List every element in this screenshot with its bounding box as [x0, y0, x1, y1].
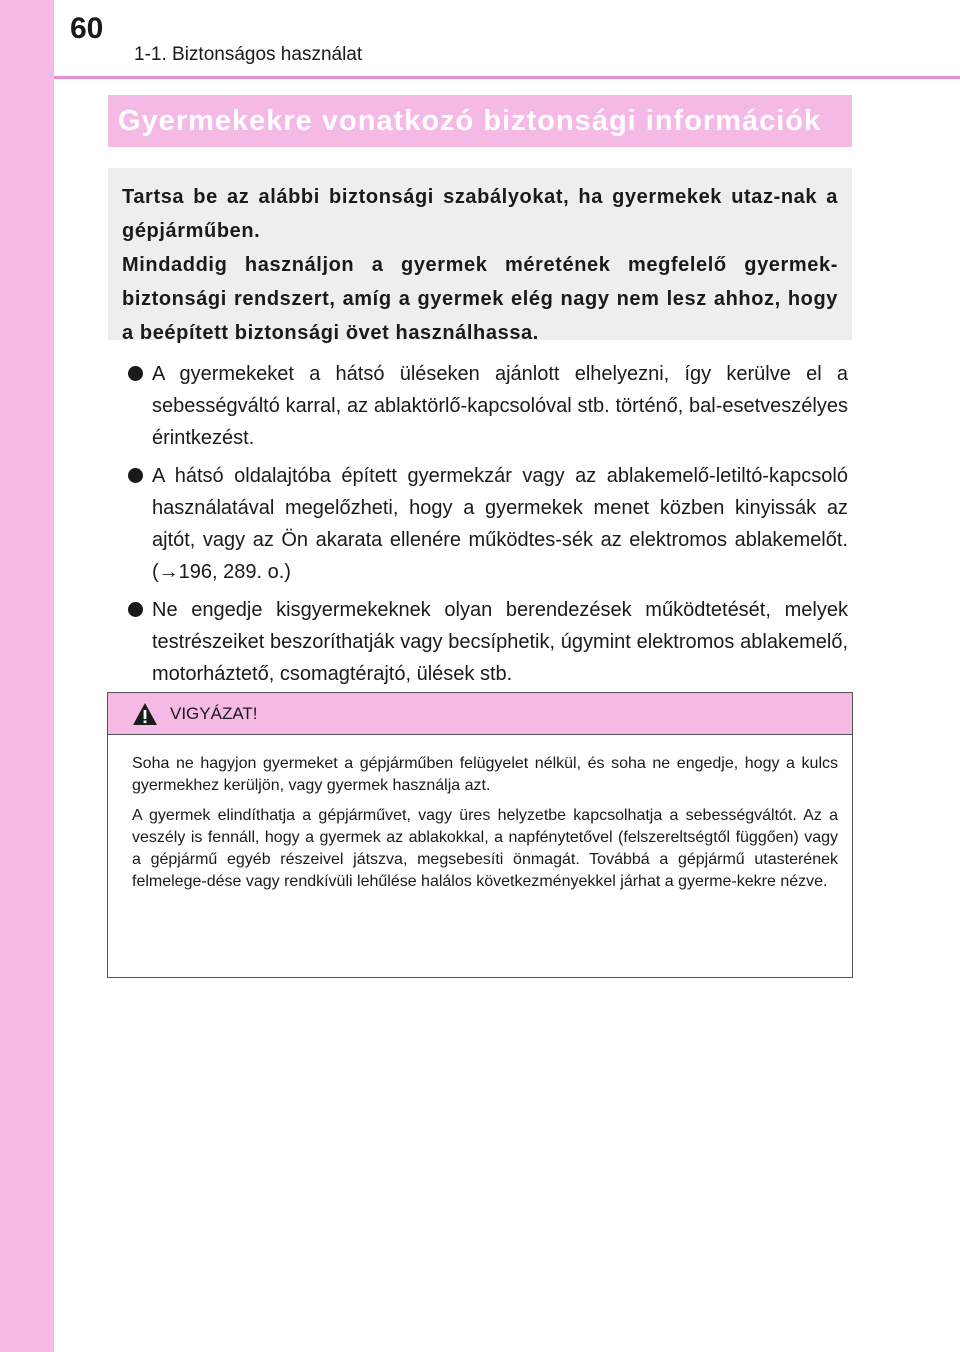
warning-paragraph: A gyermek elindíthatja a gépjárművet, vagy üres helyzetbe kapcsolhatja a sebességváltót. Az a veszély is fennáll, hogy a gyermek az ablakokkal, a napfénytetővel (felszereltségtől függően) vagy a gépjármű egyéb részeivel játszva, megsebesíti önmagát. Továbbá a gépjármű utasterének felmelege-dése vagy rendkívüli lehűlése halálos következményekkel járhat a gyerme-kekre nézve.: [132, 807, 838, 890]
warning-header: [108, 693, 852, 735]
header-divider: [54, 76, 960, 79]
summary-box: [108, 168, 852, 344]
bullet-dot-icon: [128, 602, 143, 617]
bullet-item: [128, 594, 848, 690]
summary-paragraph: Mindaddig használjon a gyermek méretének megfelelő gyermek-biztonsági rendszert, amíg a gyermek elég nagy nem lesz ahhoz, hogy a beépített biztonsági övet használhassa.: [122, 254, 838, 344]
side-color-band: [0, 0, 54, 1352]
bullet-dot-icon: [128, 468, 143, 483]
warning-paragraph: Soha ne hagyjon gyermeket a gépjárműben felügyelet nélkül, és soha ne engedje, hogy a kulcs gyermekhez kerüljön, vagy gyermek használja azt.: [132, 755, 838, 794]
bullet-text: Ne engedje kisgyermekeknek olyan berendezések működtetését, melyek testrészeiket beszoríthatják vagy becsíphetik, úgymint elektromos ablakemelő, motorháztető, csomagtérajtó, ülések stb.: [152, 599, 848, 685]
summary-paragraph: Tartsa be az alábbi biztonsági szabályokat, ha gyermekek utaz-nak a gépjárműben.: [122, 186, 838, 242]
bullet-item: [128, 460, 848, 588]
warning-label: VIGYÁZAT!: [170, 703, 258, 723]
warning-box: [107, 692, 853, 978]
bullet-text: A gyermekeket a hátsó üléseken ajánlott elhelyezni, így kerülve el a sebességváltó karral, az ablaktörlő-kapcsolóval stb. történő, bal-esetveszélyes érintkezést.: [152, 363, 848, 449]
bullet-item: [128, 358, 848, 454]
warning-triangle-icon: [132, 702, 158, 726]
chapter-title: 1-1. Biztonságos használat: [134, 44, 363, 65]
page-number: 60: [70, 12, 104, 45]
section-title-bar: [108, 95, 852, 147]
warning-body: [108, 735, 852, 893]
bullet-dot-icon: [128, 366, 143, 381]
section-title: Gyermekekre vonatkozó biztonsági információk: [118, 104, 822, 137]
bullet-list: [128, 358, 848, 696]
bullet-text: A hátsó oldalajtóba épített gyermekzár vagy az ablakemelő-letiltó-kapcsoló használatával megelőzheti, hogy a gyermekek menet közben kinyissák az ajtót, vagy az Ön akarata ellenére működtes-sék az elektromos ablakemelőt. (→196, 289. o.): [152, 465, 848, 583]
